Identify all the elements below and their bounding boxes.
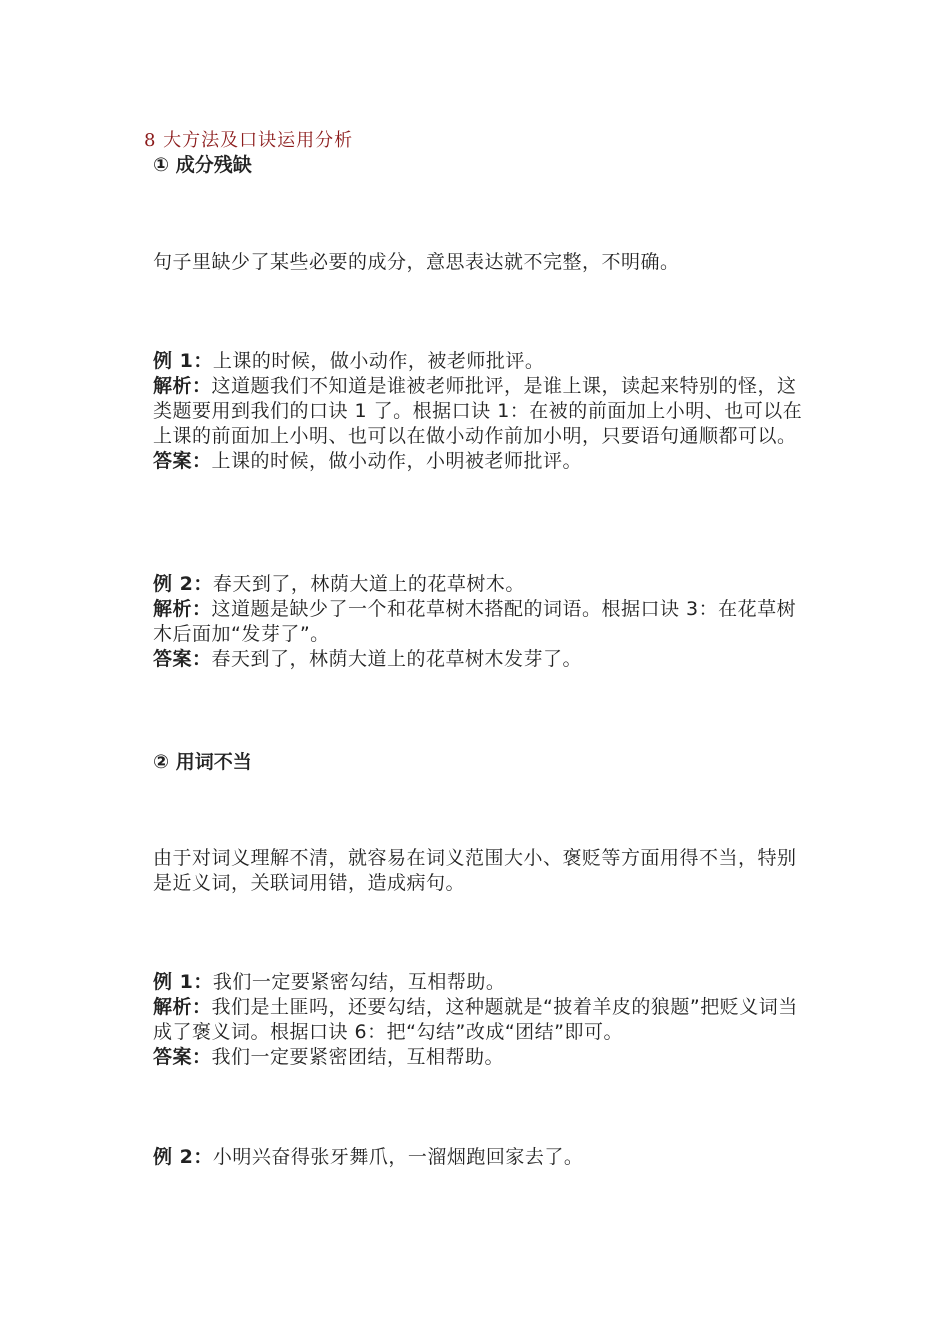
answer-label: 答案： <box>153 648 212 670</box>
analysis-text: 这道题我们不知道是谁被老师批评，是谁上课，读起来特别的怪，这类题要用到我们的口诀 1 了。根据口诀 1：在被的前面加上小明、也可以在上课的前面加上小明、也可以在做小动作前加小明，只要语句通顺都可以。 <box>153 375 803 447</box>
example-block <box>153 970 803 1070</box>
example-block <box>153 349 803 474</box>
answer-text: 上课的时候，做小动作，小明被老师批评。 <box>211 450 583 472</box>
analysis-text: 我们是土匪吗，还要勾结，这种题就是“披着羊皮的狼题”把贬义词当成了褒义词。根据口诀 6：把“勾结”改成“团结”即可。 <box>153 996 798 1043</box>
example-label: 例 1： <box>153 971 213 993</box>
section-heading-improper-word-use: ② 用词不当 <box>153 751 252 773</box>
example-block <box>153 572 803 672</box>
analysis-label: 解析： <box>153 375 212 397</box>
answer-line <box>153 1045 803 1070</box>
example-label: 例 2： <box>153 1146 213 1168</box>
analysis-line <box>153 374 803 449</box>
example-text: 上课的时候，做小动作，被老师批评。 <box>212 350 545 372</box>
answer-label: 答案： <box>153 1046 212 1068</box>
example-line <box>153 970 803 995</box>
example-block <box>153 1145 803 1170</box>
answer-line <box>153 449 803 474</box>
section-heading-incomplete-components: ① 成分残缺 <box>153 154 252 176</box>
analysis-text: 这道题是缺少了一个和花草树木搭配的词语。根据口诀 3：在花草树木后面加“发芽了”。 <box>153 598 797 645</box>
analysis-label: 解析： <box>153 996 212 1018</box>
example-line <box>153 572 803 597</box>
example-label: 例 2： <box>153 573 213 595</box>
section-description <box>153 846 803 896</box>
answer-text: 春天到了，林荫大道上的花草树木发芽了。 <box>211 648 583 670</box>
example-line <box>153 1145 803 1170</box>
description-text: 句子里缺少了某些必要的成分，意思表达就不完整，不明确。 <box>153 251 680 273</box>
example-text: 小明兴奋得张牙舞爪，一溜烟跑回家去了。 <box>212 1146 584 1168</box>
example-text: 春天到了，林荫大道上的花草树木。 <box>212 573 525 595</box>
page-title: 8 大方法及口诀运用分析 <box>144 130 354 151</box>
analysis-line <box>153 995 803 1045</box>
example-label: 例 1： <box>153 350 213 372</box>
section-description <box>153 250 803 275</box>
answer-text: 我们一定要紧密团结，互相帮助。 <box>211 1046 505 1068</box>
analysis-line <box>153 597 803 647</box>
analysis-label: 解析： <box>153 598 212 620</box>
answer-label: 答案： <box>153 450 212 472</box>
example-line <box>153 349 803 374</box>
description-text: 由于对词义理解不清，就容易在词义范围大小、褒贬等方面用得不当，特别是近义词，关联词用错，造成病句。 <box>153 847 797 894</box>
example-text: 我们一定要紧密勾结，互相帮助。 <box>212 971 506 993</box>
answer-line <box>153 647 803 672</box>
